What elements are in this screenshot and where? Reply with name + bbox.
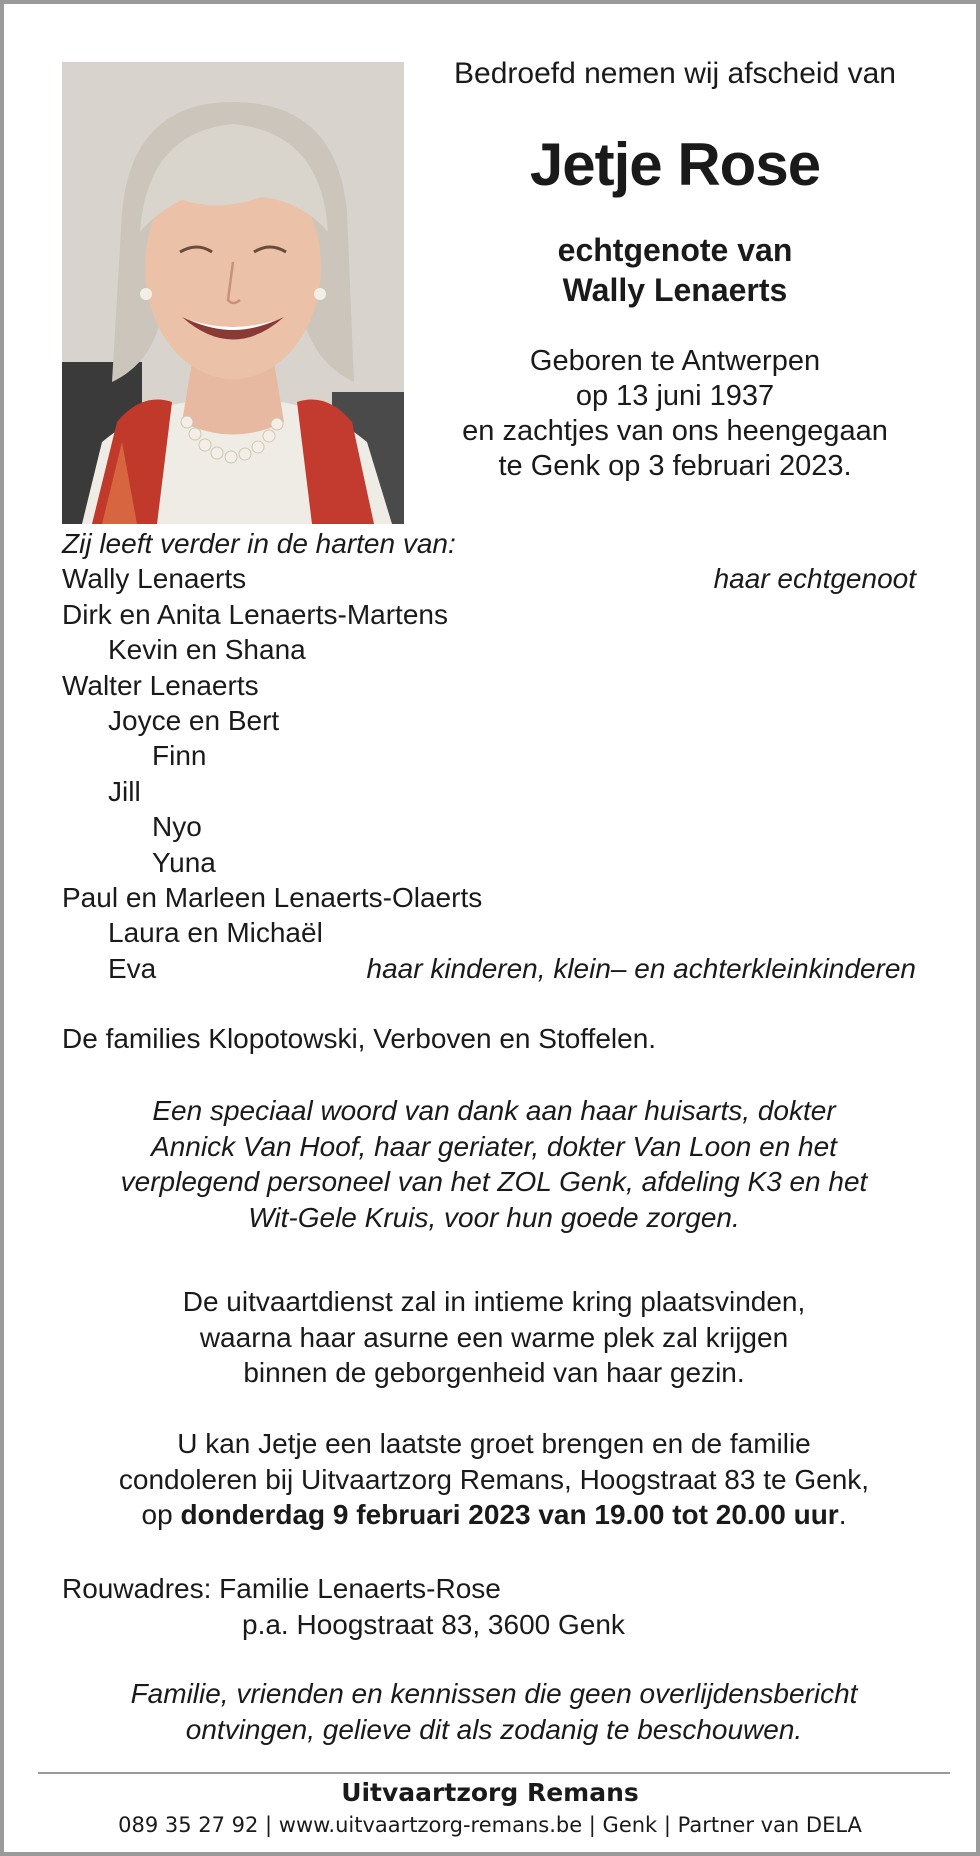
survivor-name: Wally Lenaerts <box>62 563 247 595</box>
address-line-2: p.a. Hoogstraat 83, 3600 Genk <box>242 1608 625 1640</box>
address-line-1: Rouwadres: Familie Lenaerts-Rose <box>62 1573 501 1604</box>
survivor-row: Joyce en Bert <box>108 704 280 736</box>
spouse-line-1: echtgenote van <box>557 232 793 268</box>
survivor-row: Jill <box>108 775 141 807</box>
survivor-row: Dirk en Anita Lenaerts-Martens <box>62 598 448 630</box>
thanks-line-1: Een speciaal woord van dank aan haar huisarts, dokter <box>152 1095 836 1126</box>
visit-line-3 <box>44 1497 944 1533</box>
intro-text: Bedroefd nemen wij afscheid van <box>454 57 896 90</box>
thanks-line-4: Wit-Gele Kruis, voor hun goede zorgen. <box>248 1201 740 1233</box>
mourning-address <box>62 1571 625 1642</box>
survivor-row: Laura en Michaël <box>108 917 323 949</box>
visit-line-2: condoleren bij Uitvaartzorg Remans, Hoogstraat 83 te Genk, <box>118 1463 870 1495</box>
survivor-row: Finn <box>152 740 207 772</box>
deceased-name: Jetje Rose <box>529 131 821 198</box>
survivor-row: Walter Lenaerts <box>62 669 259 701</box>
header-block <box>424 54 926 484</box>
notice-line-2: ontvingen, gelieve dit als zodanig te beschouwen. <box>185 1713 803 1745</box>
survivor-row: Kevin en Shana <box>108 634 306 666</box>
thanks-line-3: verplegend personeel van het ZOL Genk, afdeling K3 en het <box>120 1166 868 1197</box>
birth-line-1: Geboren te Antwerpen <box>529 345 821 377</box>
survivor-row: Nyo <box>152 811 202 843</box>
footer-company: Uitvaartzorg Remans <box>341 1778 639 1807</box>
spouse-line-2: Wally Lenaerts <box>562 272 788 308</box>
portrait-photo <box>62 62 404 524</box>
birth-line-4: te Genk op 3 februari 2023. <box>498 450 852 482</box>
survivor-role-spouse: haar echtgenoot <box>713 563 916 595</box>
birth-line-2: op 13 juni 1937 <box>575 380 775 412</box>
footer-details: 089 35 27 92 | www.uitvaartzorg-remans.be | Genk | Partner van DELA <box>118 1813 862 1837</box>
survivor-row: Paul en Marleen Lenaerts-Olaerts <box>62 881 483 913</box>
visit-prefix: op <box>141 1499 181 1530</box>
service-line-1: De uitvaartdienst zal in intieme kring plaatsvinden, <box>182 1286 806 1317</box>
notice-block <box>44 1676 944 1747</box>
visit-block <box>44 1426 944 1533</box>
survivor-row <box>62 951 922 986</box>
birth-line-3: en zachtjes van ons heengegaan <box>462 415 888 447</box>
service-block <box>44 1284 944 1391</box>
spouse-block <box>424 230 926 310</box>
thanks-line-2: Annick Van Hoof, haar geriater, dokter Van Loon en het <box>151 1130 837 1162</box>
birth-block <box>424 344 926 484</box>
survivor-role-children: haar kinderen, klein– en achterkleinkinderen <box>366 952 916 984</box>
survivors-intro: Zij leeft verder in de harten van: <box>62 528 456 559</box>
visit-datetime: donderdag 9 februari 2023 van 19.00 tot 20.00 uur <box>180 1499 839 1530</box>
families-line: De families Klopotowski, Verboven en Stoffelen. <box>62 1023 657 1054</box>
survivor-row <box>62 561 922 596</box>
portrait-illustration <box>62 62 404 524</box>
survivor-name: Eva <box>108 952 157 984</box>
survivors-list <box>62 526 922 986</box>
service-line-2: waarna haar asurne een warme plek zal krijgen <box>199 1321 789 1353</box>
visit-suffix: . <box>838 1499 847 1530</box>
footer-divider <box>38 1772 950 1774</box>
visit-line-1: U kan Jetje een laatste groet brengen en de familie <box>177 1428 811 1459</box>
survivor-row: Yuna <box>152 846 216 878</box>
thanks-block <box>44 1093 944 1235</box>
service-line-3: binnen de geborgenheid van haar gezin. <box>243 1357 745 1388</box>
notice-line-1: Familie, vrienden en kennissen die geen overlijdensbericht <box>130 1678 858 1709</box>
